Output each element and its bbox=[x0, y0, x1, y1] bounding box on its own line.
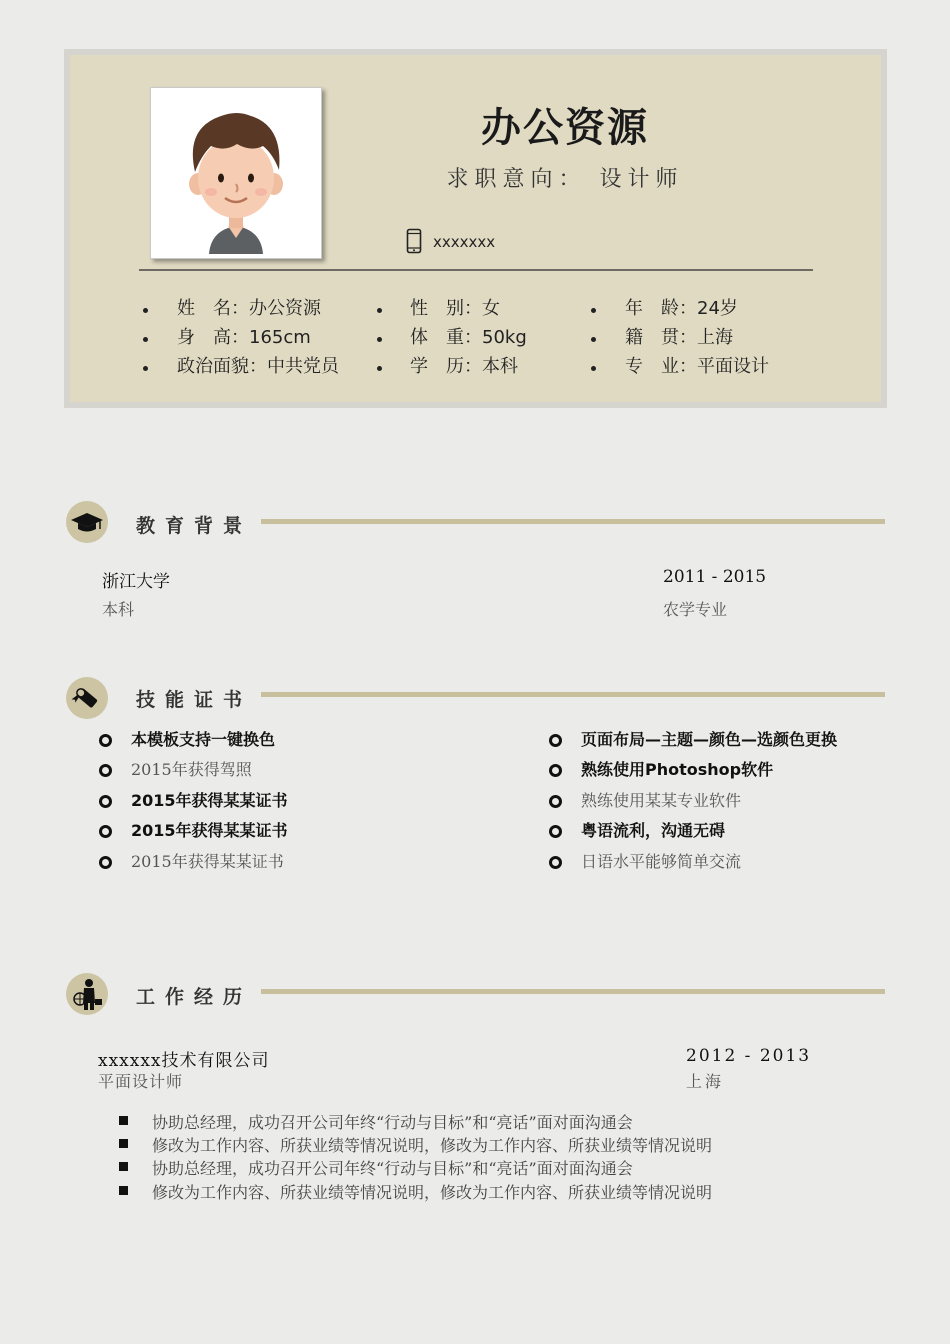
job-position: 平面设计师 bbox=[98, 1072, 184, 1091]
info-item-name bbox=[143, 296, 339, 325]
skills-section-rule bbox=[261, 692, 885, 697]
work-section-title: 工作经历 bbox=[136, 986, 253, 1008]
skills-section-title: 技能证书 bbox=[136, 689, 253, 711]
info-value: 24岁 bbox=[697, 298, 738, 319]
ring-bullet-icon bbox=[99, 795, 112, 808]
education-period: 2011 - 2015 bbox=[663, 567, 767, 587]
education-section-title: 教育背景 bbox=[136, 515, 253, 537]
businessman-icon bbox=[66, 973, 108, 1015]
info-value: 办公资源 bbox=[249, 298, 321, 319]
candidate-name: 办公资源 bbox=[481, 105, 649, 151]
work-section-icon bbox=[66, 973, 108, 1015]
certificate-icon bbox=[66, 677, 108, 719]
header-divider bbox=[139, 269, 813, 271]
info-value: 平面设计 bbox=[697, 356, 769, 377]
ring-bullet-icon bbox=[549, 734, 562, 747]
info-label: 学 历： bbox=[410, 356, 482, 377]
info-value: 50kg bbox=[482, 327, 527, 348]
info-value: 165cm bbox=[249, 327, 311, 348]
square-bullet-icon bbox=[119, 1139, 128, 1148]
ring-bullet-icon bbox=[549, 825, 562, 838]
info-label: 体 重： bbox=[410, 327, 482, 348]
info-column-3 bbox=[591, 296, 769, 383]
ring-bullet-icon bbox=[99, 825, 112, 838]
avatar bbox=[150, 87, 322, 259]
ring-bullet-icon bbox=[549, 795, 562, 808]
square-bullet-icon bbox=[119, 1186, 128, 1195]
ring-bullet-icon bbox=[99, 856, 112, 869]
square-bullet-icon bbox=[119, 1162, 128, 1171]
info-value: 女 bbox=[482, 298, 500, 319]
education-section-rule bbox=[261, 519, 885, 524]
info-column-1 bbox=[143, 296, 339, 383]
info-label: 专 业： bbox=[625, 356, 697, 377]
work-section-rule bbox=[261, 989, 885, 994]
job-intent-label: 求职意向： bbox=[446, 167, 587, 192]
major: 农学专业 bbox=[663, 600, 728, 619]
ring-bullet-icon bbox=[549, 764, 562, 777]
degree: 本科 bbox=[102, 600, 135, 619]
graduation-cap-icon bbox=[66, 501, 108, 543]
ring-bullet-icon bbox=[549, 856, 562, 869]
info-value: 中共党员 bbox=[267, 356, 339, 377]
education-section-icon bbox=[66, 501, 108, 543]
ring-bullet-icon bbox=[99, 734, 112, 747]
info-item-age bbox=[591, 296, 769, 325]
job-intent bbox=[380, 162, 750, 193]
mobile-phone-icon bbox=[406, 228, 422, 254]
phone-number: xxxxxxx bbox=[433, 233, 496, 251]
info-label: 籍 贯： bbox=[625, 327, 697, 348]
info-item-gender bbox=[377, 296, 527, 325]
info-item-education bbox=[377, 354, 527, 383]
ring-bullet-icon bbox=[99, 764, 112, 777]
info-value: 本科 bbox=[482, 356, 518, 377]
cartoon-boy-avatar-icon bbox=[151, 88, 321, 258]
info-item-height bbox=[143, 325, 339, 354]
info-item-weight bbox=[377, 325, 527, 354]
info-value: 上海 bbox=[697, 327, 733, 348]
info-label: 年 龄： bbox=[625, 298, 697, 319]
info-label: 性 别： bbox=[410, 298, 482, 319]
work-period: 2012 - 2013 bbox=[686, 1046, 812, 1066]
info-item-hometown bbox=[591, 325, 769, 354]
company-name: xxxxxx技术有限公司 bbox=[98, 1051, 270, 1071]
work-location: 上海 bbox=[686, 1072, 725, 1091]
info-item-major bbox=[591, 354, 769, 383]
skills-section-icon bbox=[66, 677, 108, 719]
square-bullet-icon bbox=[119, 1116, 128, 1125]
info-label: 身 高： bbox=[177, 327, 249, 348]
info-item-political bbox=[143, 354, 339, 383]
school-name: 浙江大学 bbox=[102, 572, 170, 592]
info-label: 政治面貌： bbox=[177, 356, 267, 377]
job-intent-value: 设计师 bbox=[599, 167, 684, 192]
info-column-2 bbox=[377, 296, 527, 383]
info-label: 姓 名： bbox=[177, 298, 249, 319]
